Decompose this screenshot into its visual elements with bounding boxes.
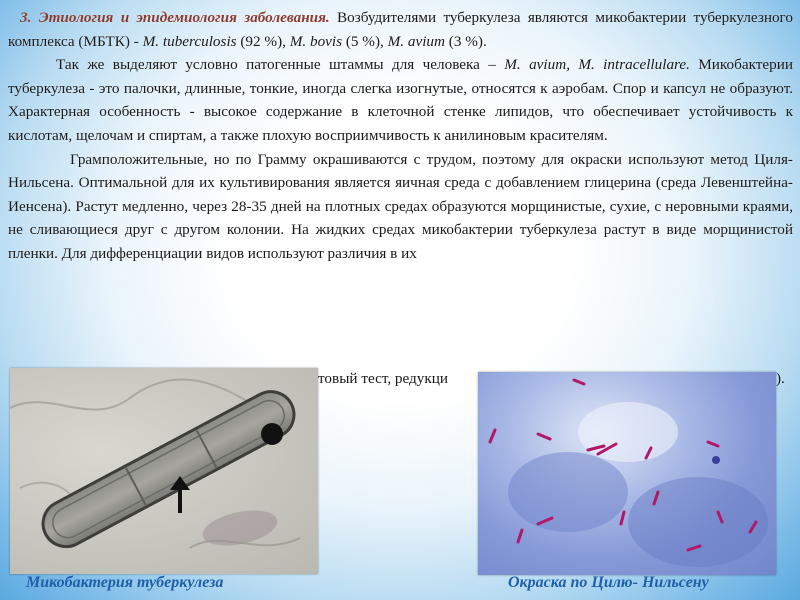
paragraph-2: [8, 53, 793, 147]
p1-text-2: (92 %),: [236, 32, 290, 50]
p1-text-3: (5 %),: [342, 32, 388, 50]
slide-text: [8, 6, 793, 266]
species-tuberculosis: M. tuberculosis: [142, 32, 237, 50]
species-avium: M. avium: [387, 32, 445, 50]
p1-text-1: Возбудителями туберкулеза являются микобактерии туберкулезного комплекса (МБТК) -: [8, 9, 793, 50]
right-image-caption: Окраска по Цилю- Нильсену: [508, 574, 709, 591]
paragraph-1: [8, 6, 793, 53]
species-bovis: M. bovis: [289, 32, 343, 50]
p3-end-text: ).: [776, 370, 785, 387]
p2-text-1: Так же выделяют условно патогенные штаммы для человека –: [56, 56, 505, 74]
paragraph-3: Грамположительные, но по Грамму окрашиваются с трудом, поэтому для окраски используют метод Циля-Нильсена. Оптимальной для их культивирования является яичная среда с добавлением глицерина (среда Левенштейна-Иенсена). Растут медленно, через 28-35 дней на плотных средах образуются морщинистые, сухие, с неровными краями, не сливающиеся друг с другом колонии. На жидких средах микобактерии туберкулеза растут в виде морщинистой пленки. Для дифференциации видов используют различия в их: [8, 150, 793, 262]
micrograph-drawing: [10, 368, 318, 574]
p1-text-4: (3 %).: [444, 32, 487, 50]
stain-drawing: [478, 372, 776, 575]
p2-text-2: Микобактерии туберкулеза - это палочки, длинные, тонкие, иногда слегка изогнутые, относятся к аэробам. Спор и капсул не образуют. Характерная особенность - высокое содержание в клеточной стенке липидов, что обеспечивает устойчивость к кислотам, щелочам и спиртам, а также плохую восприимчивость к анилиновым красителям.: [8, 56, 794, 144]
p3-tail-text: товый тест, редукци: [318, 370, 449, 387]
section-heading: 3. Этиология и эпидемиология заболевания.: [20, 9, 330, 26]
ziehl-neelsen-stain-image: [478, 372, 776, 575]
species-conditionally-pathogenic: M. avium, M. intracellulare.: [504, 56, 690, 74]
left-image-caption: Микобактерия туберкулеза: [26, 574, 224, 591]
electron-micrograph-image: [10, 368, 318, 574]
